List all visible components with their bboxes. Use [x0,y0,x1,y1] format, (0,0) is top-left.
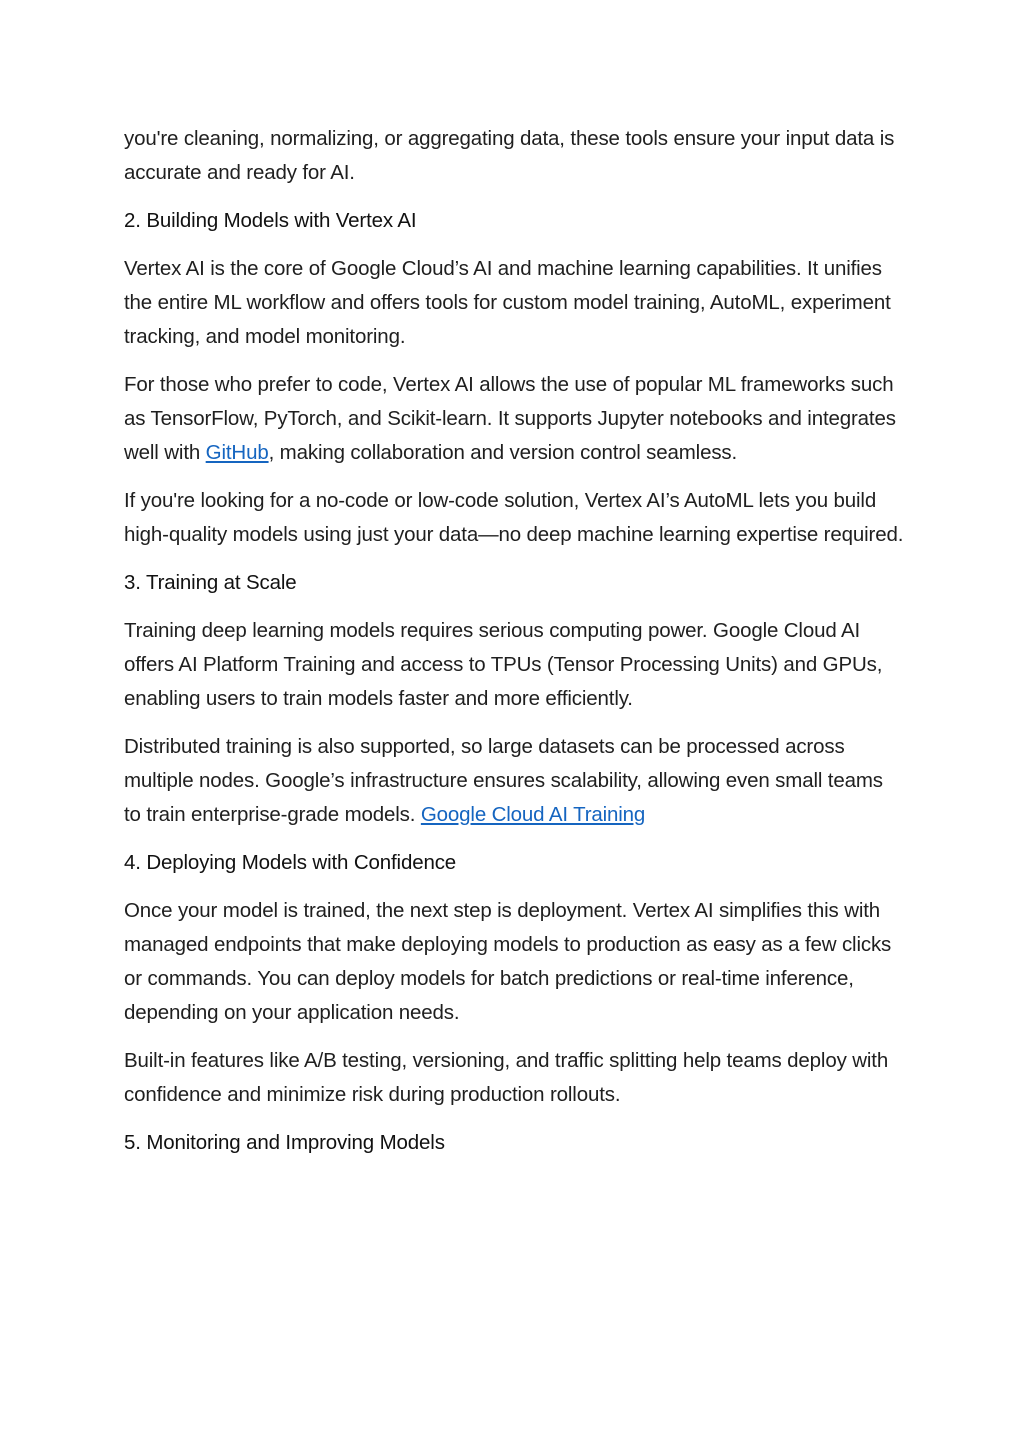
google-cloud-ai-training-link[interactable]: Google Cloud AI Training [420,803,646,826]
github-link[interactable]: GitHub [205,441,269,464]
paragraph-frameworks-after: , making collaboration and version control seamless. [268,441,738,464]
section-heading-training-at-scale: 3. Training at Scale [124,571,297,594]
paragraph-builtin-features: Built-in features like A/B testing, versioning, and traffic splitting help teams deploy with confidence and minimize risk during production rollouts. [124,1049,889,1106]
section-heading-monitoring: 5. Monitoring and Improving Models [124,1131,445,1154]
section-heading-building-models: 2. Building Models with Vertex AI [124,209,417,232]
paragraph-automl: If you're looking for a no-code or low-code solution, Vertex AI’s AutoML lets you build high-quality models using just your data—no deep machine learning expertise required. [124,489,904,546]
paragraph-frameworks [124,368,904,470]
document-page [124,122,904,1174]
paragraph-vertex-core: Vertex AI is the core of Google Cloud’s AI and machine learning capabilities. It unifies the entire ML workflow and offers tools for custom model training, AutoML, experiment tracking, and model monitoring. [124,257,891,348]
section-heading-deploying-models: 4. Deploying Models with Confidence [124,851,457,874]
paragraph-training-power: Training deep learning models requires serious computing power. Google Cloud AI offers AI Platform Training and access to TPUs (Tensor Processing Units) and GPUs, enabling users to train models faster and more efficiently. [124,619,883,710]
paragraph-distributed-before: Distributed training is also supported, so large datasets can be processed across multiple nodes. Google’s infrastructure ensures scalability, allowing even small teams to train enterprise-grade models. [124,735,883,826]
paragraph-distributed-training [124,730,904,832]
paragraph-frameworks-before: For those who prefer to code, Vertex AI allows the use of popular ML frameworks such as TensorFlow, PyTorch, and Scikit-learn. It supports Jupyter notebooks and integrates well with [124,373,896,464]
paragraph-intro: you're cleaning, normalizing, or aggregating data, these tools ensure your input data is accurate and ready for AI. [124,127,895,184]
paragraph-deployment: Once your model is trained, the next step is deployment. Vertex AI simplifies this with managed endpoints that make deploying models to production as easy as a few clicks or commands. You can deploy models for batch predictions or real-time inference, depending on your application needs. [124,899,892,1024]
